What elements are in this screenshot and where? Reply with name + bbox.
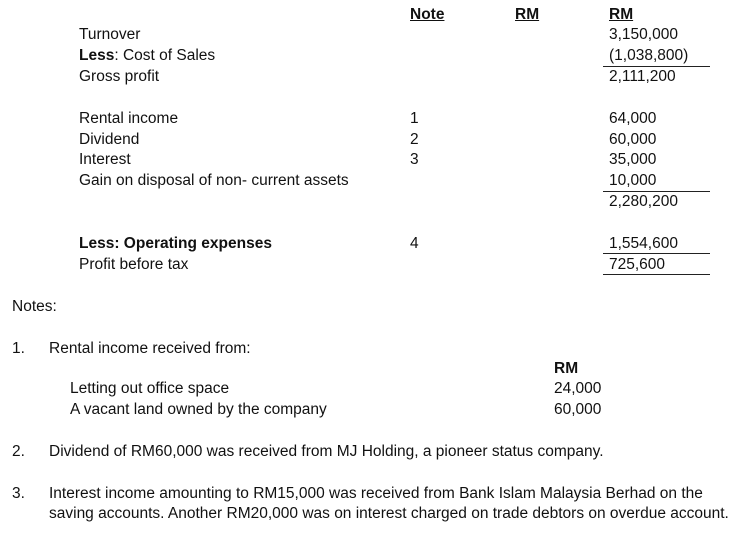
row-label-dividend: Dividend — [79, 131, 140, 148]
note-1-item-value: 24,000 — [554, 380, 602, 397]
row-value-operating-expenses: 1,554,600 — [609, 235, 678, 252]
row-label-operating-expenses: Less: Operating expenses — [79, 235, 272, 252]
row-value-total-income: 2,280,200 — [609, 193, 678, 210]
subtotal-rule — [603, 253, 710, 254]
note-1-number: 1. — [12, 340, 25, 357]
note-3-number: 3. — [12, 485, 25, 502]
total-rule — [603, 274, 710, 275]
less-keyword: Less — [79, 47, 115, 64]
note-1-item-label: Letting out office space — [70, 380, 230, 397]
row-note-rental-income: 1 — [410, 110, 419, 127]
row-label-rental-income: Rental income — [79, 110, 179, 127]
row-value-gain-on-disposal: 10,000 — [609, 172, 657, 189]
note-2-number: 2. — [12, 443, 25, 460]
note-2-text: Dividend of RM60,000 was received from MJ Holding, a pioneer status company. — [49, 443, 604, 460]
row-label-cost-of-sales — [79, 46, 215, 66]
row-label-gross-profit: Gross profit — [79, 68, 160, 85]
row-label-profit-before-tax: Profit before tax — [79, 256, 189, 273]
note-column-header: Note — [410, 6, 445, 23]
note-1-rm-header: RM — [554, 360, 579, 377]
rm-column-header-2: RM — [609, 6, 634, 23]
row-value-dividend: 60,000 — [609, 131, 657, 148]
row-value-turnover: 3,150,000 — [609, 26, 678, 43]
notes-title: Notes: — [12, 298, 57, 315]
note-1-item-value: 60,000 — [554, 401, 602, 418]
row-value-gross-profit: 2,111,200 — [609, 68, 676, 85]
row-label-interest: Interest — [79, 151, 131, 168]
row-value-interest: 35,000 — [609, 151, 657, 168]
row-note-interest: 3 — [410, 151, 419, 168]
cost-of-sales-text: : Cost of Sales — [114, 47, 216, 64]
row-note-dividend: 2 — [410, 131, 419, 148]
row-note-operating-expenses: 4 — [410, 235, 419, 252]
row-value-profit-before-tax: 725,600 — [609, 256, 666, 273]
row-value-rental-income: 64,000 — [609, 110, 657, 127]
row-label-turnover: Turnover — [79, 26, 141, 43]
note-1-text: Rental income received from: — [49, 340, 251, 357]
row-value-cost-of-sales: (1,038,800) — [609, 47, 689, 64]
note-3-text: Interest income amounting to RM15,000 was received from Bank Islam Malaysia Berhad on the saving accounts. Another RM20,000 was on interest charged on trade debtors on overdue account. — [49, 485, 729, 522]
row-label-gain-on-disposal: Gain on disposal of non- current assets — [79, 172, 349, 189]
note-1-item-label: A vacant land owned by the company — [70, 401, 327, 418]
rm-column-header-1: RM — [515, 6, 540, 23]
